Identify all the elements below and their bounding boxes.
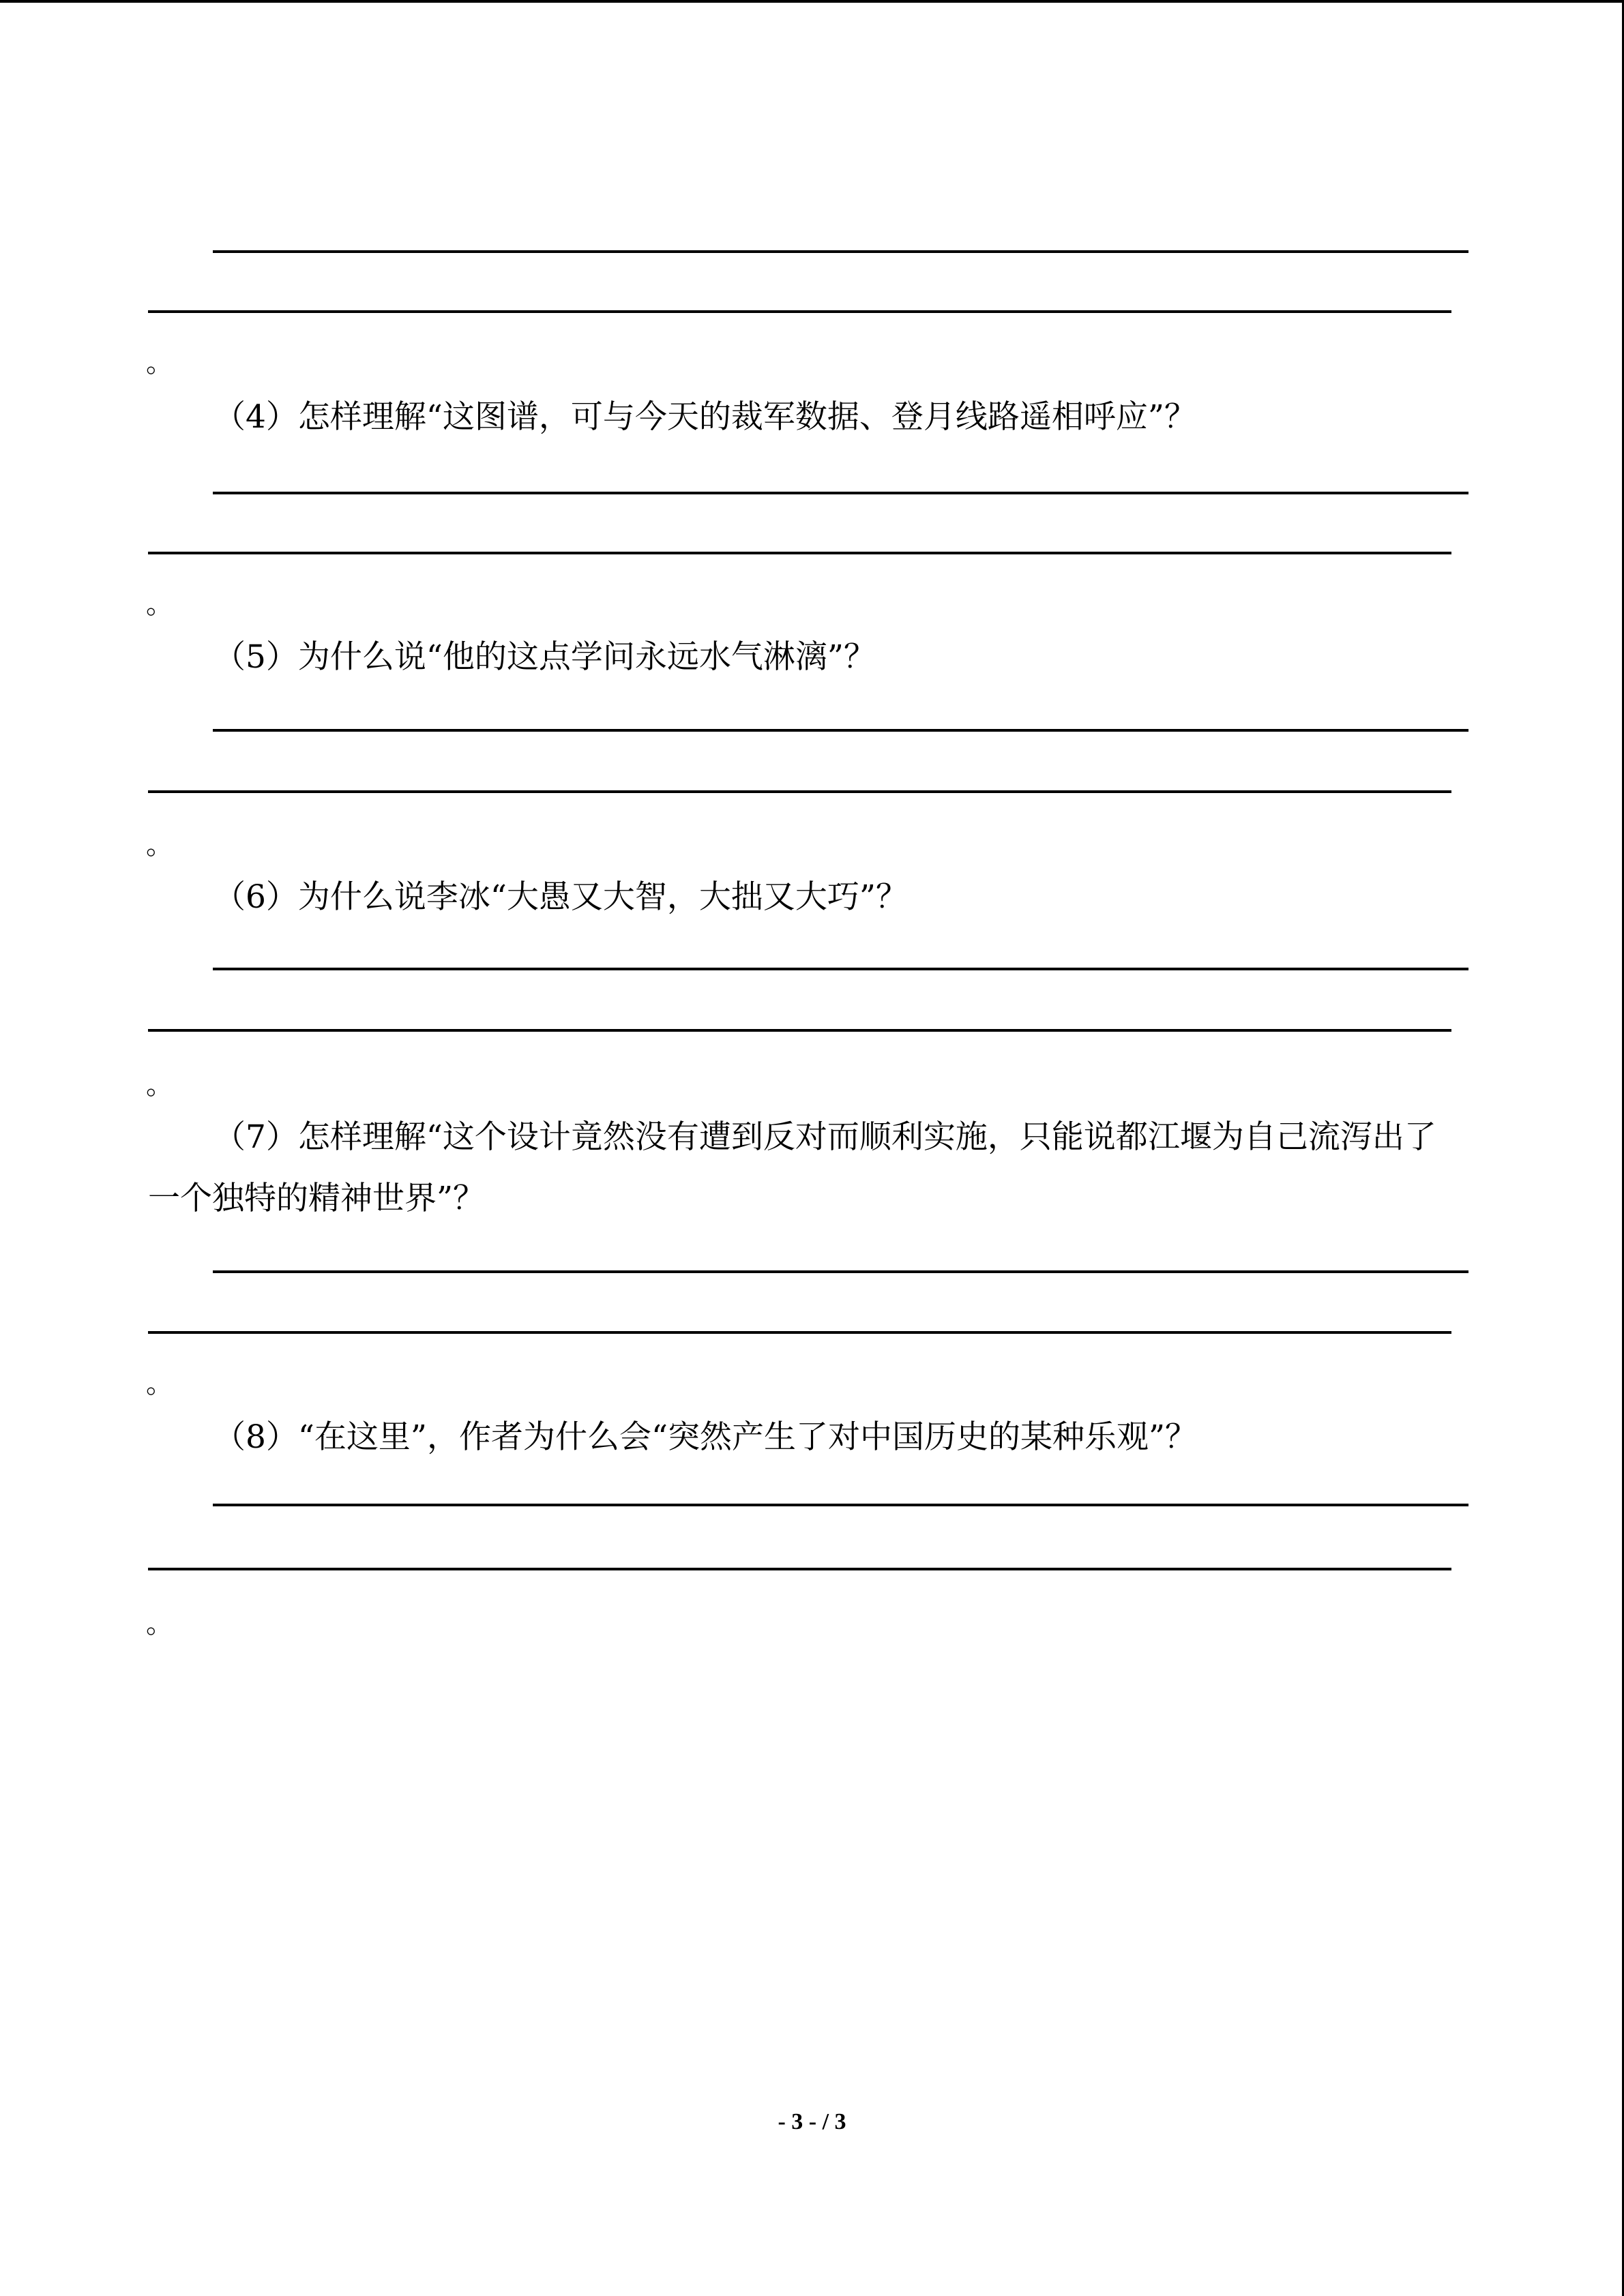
answer-end-mark: 。 — [146, 1069, 173, 1101]
answer-end-mark: 。 — [146, 829, 173, 861]
answer-line[interactable] — [213, 729, 1468, 732]
answer-line[interactable] — [213, 968, 1468, 970]
answer-line[interactable] — [213, 492, 1468, 494]
question-4: （4）怎样理解“这图谱，可与今天的裁军数据、登月线路遥相呼应”？ — [213, 398, 1196, 436]
answer-line[interactable] — [213, 1504, 1468, 1506]
page-number: - 3 - / 3 — [778, 2109, 846, 2134]
answer-line[interactable] — [148, 1568, 1451, 1570]
answer-line[interactable] — [148, 1029, 1451, 1032]
question-5: （5）为什么说“他的这点学问永远水气淋漓”？ — [213, 638, 876, 676]
answer-line[interactable] — [148, 310, 1451, 313]
question-7: （7）怎样理解“这个设计竟然没有遭到反对而顺利实施，只能说都江堰为自己流泻出了 — [213, 1118, 1436, 1156]
answer-line[interactable] — [148, 1331, 1451, 1334]
answer-end-mark: 。 — [146, 588, 173, 620]
answer-line[interactable] — [213, 1270, 1468, 1273]
answer-end-mark: 。 — [146, 1608, 173, 1639]
answer-line[interactable] — [148, 790, 1451, 793]
answer-end-mark: 。 — [146, 1368, 173, 1399]
answer-end-mark: 。 — [146, 347, 173, 378]
question-7-continuation: 一个独特的精神世界”？ — [148, 1180, 486, 1217]
question-8: （8）“在这里”，作者为什么会“突然产生了对中国历史的某种乐观”？ — [213, 1418, 1198, 1456]
answer-line[interactable] — [148, 552, 1451, 554]
answer-line[interactable] — [213, 250, 1468, 253]
question-6: （6）为什么说李冰“大愚又大智，大拙又大巧”？ — [213, 878, 908, 916]
